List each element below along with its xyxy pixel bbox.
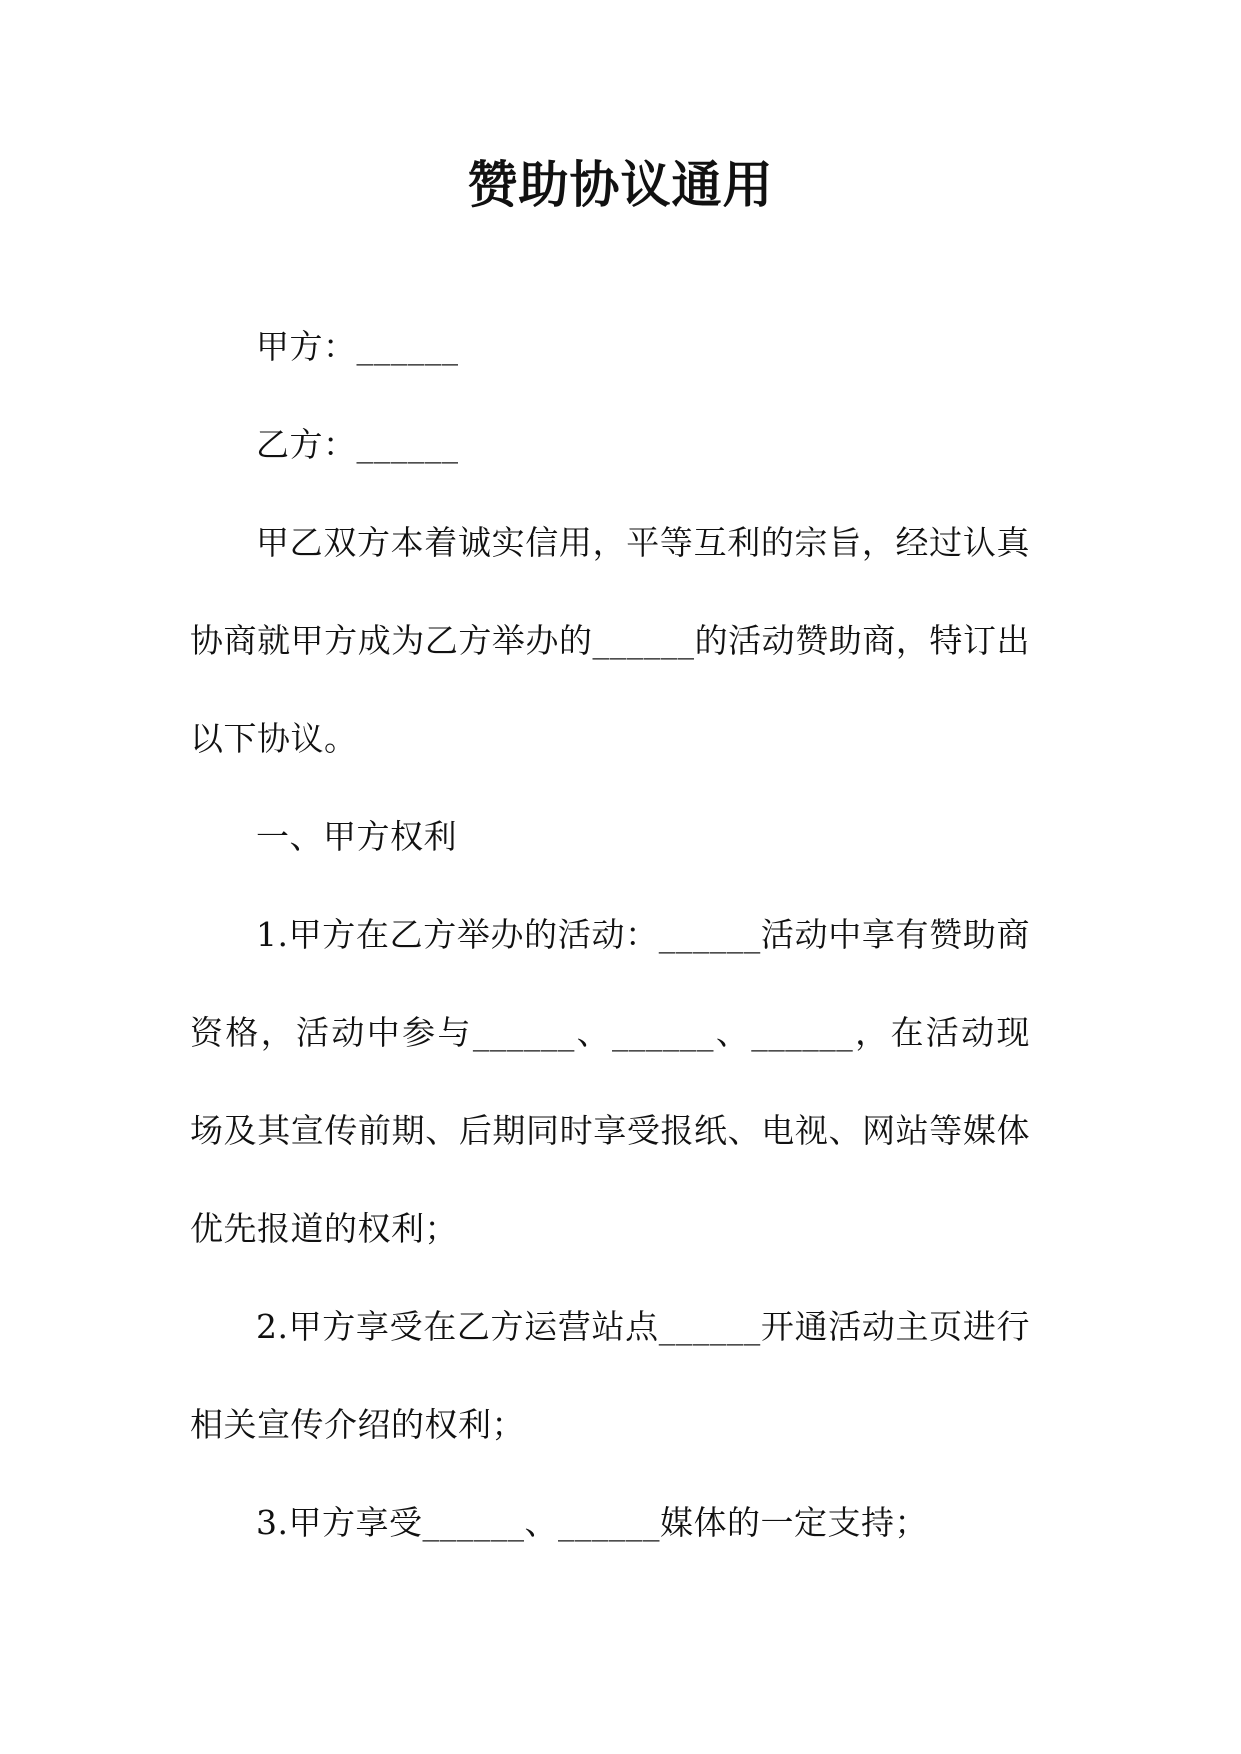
intro-paragraph: 甲乙双方本着诚实信用，平等互利的宗旨，经过认真协商就甲方成为乙方举办的______的活动赞助商，特订出以下协议。 — [190, 523, 1030, 758]
party-a-line: 甲方：______ — [256, 327, 459, 366]
clause-3: 3.甲方享受______、______媒体的一定支持； — [256, 1503, 928, 1542]
clause-2: 2.甲方享受在乙方运营站点______开通活动主页进行相关宣传介绍的权利； — [190, 1307, 1030, 1444]
clause-1: 1.甲方在乙方举办的活动：______活动中享有赞助商资格，活动中参与______、______、______，在活动现场及其宣传前期、后期同时享受报纸、电视、网站等媒体优先报道的权利； — [190, 915, 1030, 1248]
document-body — [190, 298, 1030, 1572]
party-b-line: 乙方：______ — [256, 425, 459, 464]
document-title: 赞助协议通用 — [467, 156, 774, 214]
section-heading-party-a-rights: 一、甲方权利 — [256, 817, 457, 856]
